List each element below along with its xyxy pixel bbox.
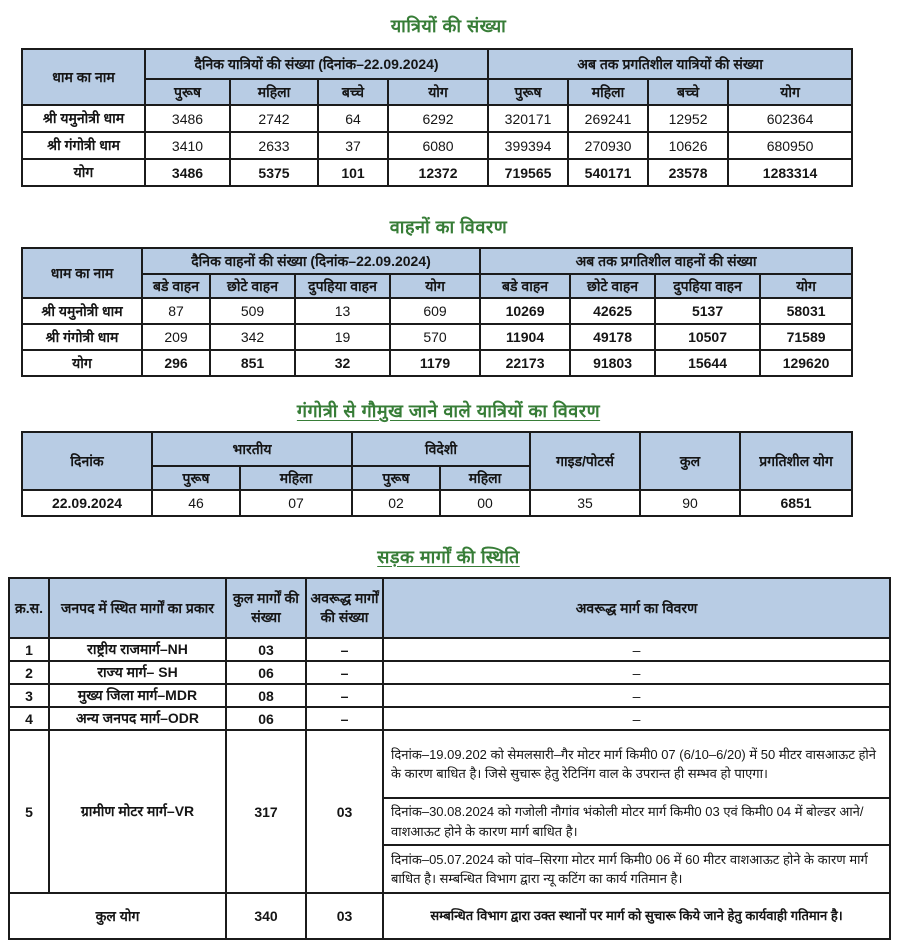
blocked-road-detail: दिनांक–05.07.2024 को पांव–सिरगा मोटर मार्ग किमी0 06 में 60 मीटर वाशआऊट होने के कारण मार्ग बाधित है। सम्बन्धित विभाग द्वारा न्यू कटिंग का कार्य गतिमान है। bbox=[383, 845, 890, 893]
date-cell: 22.09.2024 bbox=[22, 490, 152, 516]
cell: 87 bbox=[142, 298, 210, 324]
cell: – bbox=[306, 661, 383, 684]
pilgrims-sub-header: पुरूष bbox=[145, 79, 230, 105]
cell: 209 bbox=[142, 324, 210, 350]
vehicles-daily-header: दैनिक वाहनों की संख्या (दिनांक–22.09.2024) bbox=[142, 248, 480, 274]
total-row bbox=[22, 350, 852, 376]
gaumukh-col-progressive: प्रगतिशील योग bbox=[740, 432, 852, 490]
cell: 15644 bbox=[655, 350, 760, 376]
gaumukh-sub-header: पुरूष bbox=[152, 466, 240, 490]
cell: 46 bbox=[152, 490, 240, 516]
vehicles-col-dham: धाम का नाम bbox=[22, 248, 142, 298]
cell: 12372 bbox=[388, 159, 488, 186]
gaumukh-sub-header: पुरूष bbox=[352, 466, 440, 490]
roads-table bbox=[8, 577, 891, 940]
cell: 06 bbox=[226, 661, 306, 684]
total-row bbox=[9, 893, 890, 939]
cell: 101 bbox=[318, 159, 388, 186]
table-row bbox=[22, 490, 852, 516]
cell: 32 bbox=[295, 350, 390, 376]
cell: 129620 bbox=[760, 350, 852, 376]
vehicles-sub-header: छोटे वाहन bbox=[210, 274, 295, 298]
pilgrims-sub-header: महिला bbox=[230, 79, 318, 105]
road-type: अन्य जनपद मार्ग–ODR bbox=[49, 707, 226, 730]
cell: 1179 bbox=[390, 350, 480, 376]
cell: 03 bbox=[306, 893, 383, 939]
cell: 1283314 bbox=[728, 159, 852, 186]
table-row bbox=[9, 661, 890, 684]
cell: 10269 bbox=[480, 298, 570, 324]
cell: 3410 bbox=[145, 132, 230, 159]
cell: 3486 bbox=[145, 159, 230, 186]
cell: 22173 bbox=[480, 350, 570, 376]
road-type: राष्ट्रीय राजमार्ग–NH bbox=[49, 638, 226, 661]
pilgrims-col-dham: धाम का नाम bbox=[22, 49, 145, 105]
gaumukh-col-guides: गाइड/पोटर्स bbox=[530, 432, 640, 490]
cell: 02 bbox=[352, 490, 440, 516]
dham-name: श्री यमुनोत्री धाम bbox=[22, 298, 142, 324]
cell: 90 bbox=[640, 490, 740, 516]
roads-title: सड़क मार्गों की स्थिति bbox=[377, 547, 520, 567]
gaumukh-sub-header: महिला bbox=[240, 466, 352, 490]
cell: 509 bbox=[210, 298, 295, 324]
cell: 58031 bbox=[760, 298, 852, 324]
dham-name: श्री यमुनोत्री धाम bbox=[22, 105, 145, 132]
cell: 07 bbox=[240, 490, 352, 516]
gaumukh-foreigner-header: विदेशी bbox=[352, 432, 530, 466]
cell: 342 bbox=[210, 324, 295, 350]
vehicles-sub-header: योग bbox=[390, 274, 480, 298]
cell: 719565 bbox=[488, 159, 568, 186]
cell: 08 bbox=[226, 684, 306, 707]
cell: 03 bbox=[306, 730, 383, 893]
gaumukh-sub-header: महिला bbox=[440, 466, 530, 490]
sn-cell: 5 bbox=[9, 730, 49, 893]
table-row bbox=[22, 298, 852, 324]
cell: 570 bbox=[390, 324, 480, 350]
cell: 06 bbox=[226, 707, 306, 730]
total-label: कुल योग bbox=[9, 893, 226, 939]
table-row bbox=[9, 638, 890, 661]
roads-col-detail: अवरूद्ध मार्ग का विवरण bbox=[383, 578, 890, 638]
sn-cell: 4 bbox=[9, 707, 49, 730]
cell: 13 bbox=[295, 298, 390, 324]
roads-col-type: जनपद में स्थित मार्गों का प्रकार bbox=[49, 578, 226, 638]
gaumukh-indian-header: भारतीय bbox=[152, 432, 352, 466]
gaumukh-col-date: दिनांक bbox=[22, 432, 152, 490]
cell: 270930 bbox=[568, 132, 648, 159]
cell: 340 bbox=[226, 893, 306, 939]
cell: 37 bbox=[318, 132, 388, 159]
gaumukh-table bbox=[21, 431, 853, 517]
vehicles-sub-header: दुपहिया वाहन bbox=[295, 274, 390, 298]
gaumukh-title: गंगोत्री से गौमुख जाने वाले यात्रियों का विवरण bbox=[296, 401, 601, 421]
cell: 10507 bbox=[655, 324, 760, 350]
gaumukh-col-total: कुल bbox=[640, 432, 740, 490]
cell: 6292 bbox=[388, 105, 488, 132]
table-row bbox=[9, 707, 890, 730]
road-type: राज्य मार्ग– SH bbox=[49, 661, 226, 684]
cell: – bbox=[383, 638, 890, 661]
total-label: योग bbox=[22, 350, 142, 376]
total-row bbox=[22, 159, 852, 186]
roads-col-blocked: अवरूद्ध मार्गों की संख्या bbox=[306, 578, 383, 638]
pilgrims-sub-header: बच्चे bbox=[648, 79, 728, 105]
cell: 6080 bbox=[388, 132, 488, 159]
vehicles-sub-header: बडे वाहन bbox=[142, 274, 210, 298]
vehicles-sub-header: योग bbox=[760, 274, 852, 298]
vehicles-progressive-header: अब तक प्रगतिशील वाहनों की संख्या bbox=[480, 248, 852, 274]
pilgrims-sub-header: योग bbox=[388, 79, 488, 105]
cell: 12952 bbox=[648, 105, 728, 132]
vehicles-sub-header: छोटे वाहन bbox=[570, 274, 655, 298]
cell: – bbox=[306, 638, 383, 661]
pilgrims-progressive-header: अब तक प्रगतिशील यात्रियों की संख्या bbox=[488, 49, 852, 79]
cell: – bbox=[306, 707, 383, 730]
cell: 609 bbox=[390, 298, 480, 324]
cell: 71589 bbox=[760, 324, 852, 350]
cell: 11904 bbox=[480, 324, 570, 350]
cell: 03 bbox=[226, 638, 306, 661]
table-row bbox=[22, 324, 852, 350]
cell: 91803 bbox=[570, 350, 655, 376]
pilgrims-daily-header: दैनिक यात्रियों की संख्या (दिनांक–22.09.2024) bbox=[145, 49, 488, 79]
pilgrims-sub-header: पुरूष bbox=[488, 79, 568, 105]
total-detail: सम्बन्धित विभाग द्वारा उक्त स्थानों पर मार्ग को सुचारू किये जाने हेतु कार्यवाही गतिमान है। bbox=[383, 893, 890, 939]
vehicles-sub-header: दुपहिया वाहन bbox=[655, 274, 760, 298]
cell: 23578 bbox=[648, 159, 728, 186]
pilgrims-sub-header: योग bbox=[728, 79, 852, 105]
table-row bbox=[9, 684, 890, 707]
sn-cell: 2 bbox=[9, 661, 49, 684]
cell: 602364 bbox=[728, 105, 852, 132]
cell: 42625 bbox=[570, 298, 655, 324]
sn-cell: 1 bbox=[9, 638, 49, 661]
pilgrims-sub-header: महिला bbox=[568, 79, 648, 105]
roads-col-sn: क्र.स. bbox=[9, 578, 49, 638]
cell: 00 bbox=[440, 490, 530, 516]
vehicles-title: वाहनों का विवरण bbox=[389, 217, 508, 237]
road-type: मुख्य जिला मार्ग–MDR bbox=[49, 684, 226, 707]
cell: 49178 bbox=[570, 324, 655, 350]
vehicles-table bbox=[21, 247, 853, 377]
cell: 296 bbox=[142, 350, 210, 376]
cell: 320171 bbox=[488, 105, 568, 132]
blocked-road-detail: दिनांक–19.09.202 को सेमलसारी–गैर मोटर मार्ग किमी0 07 (6/10–6/20) में 50 मीटर वासआऊट होने के कारण बाधित है। जिसे सुचारू हेतु रेटिनिंग वाल के उपरान्त ही सम्भव हो पाएगा। bbox=[383, 730, 890, 798]
cell: 399394 bbox=[488, 132, 568, 159]
total-label: योग bbox=[22, 159, 145, 186]
cell: 6851 bbox=[740, 490, 852, 516]
table-row bbox=[22, 105, 852, 132]
dham-name: श्री गंगोत्री धाम bbox=[22, 324, 142, 350]
cell: 10626 bbox=[648, 132, 728, 159]
cell: 2742 bbox=[230, 105, 318, 132]
cell: 2633 bbox=[230, 132, 318, 159]
cell: – bbox=[306, 684, 383, 707]
pilgrims-title: यात्रियों की संख्या bbox=[390, 16, 507, 36]
cell: – bbox=[383, 707, 890, 730]
cell: 317 bbox=[226, 730, 306, 893]
table-row bbox=[22, 132, 852, 159]
cell: 3486 bbox=[145, 105, 230, 132]
blocked-road-detail: दिनांक–30.08.2024 को गजोली नौगांव भंकोली मोटर मार्ग किमी0 03 एवं किमी0 04 में बोल्डर आने/वाशआऊट होने के कारण मार्ग बाधित है। bbox=[383, 798, 890, 845]
road-type: ग्रामीण मोटर मार्ग–VR bbox=[49, 730, 226, 893]
vehicles-sub-header: बडे वाहन bbox=[480, 274, 570, 298]
cell: 64 bbox=[318, 105, 388, 132]
cell: 540171 bbox=[568, 159, 648, 186]
pilgrims-sub-header: बच्चे bbox=[318, 79, 388, 105]
table-row bbox=[9, 730, 890, 798]
cell: 5137 bbox=[655, 298, 760, 324]
cell: – bbox=[383, 684, 890, 707]
cell: 680950 bbox=[728, 132, 852, 159]
cell: 851 bbox=[210, 350, 295, 376]
cell: 269241 bbox=[568, 105, 648, 132]
cell: 19 bbox=[295, 324, 390, 350]
pilgrims-table bbox=[21, 48, 853, 187]
cell: 5375 bbox=[230, 159, 318, 186]
dham-name: श्री गंगोत्री धाम bbox=[22, 132, 145, 159]
cell: 35 bbox=[530, 490, 640, 516]
cell: – bbox=[383, 661, 890, 684]
roads-col-total: कुल मार्गों की संख्या bbox=[226, 578, 306, 638]
sn-cell: 3 bbox=[9, 684, 49, 707]
